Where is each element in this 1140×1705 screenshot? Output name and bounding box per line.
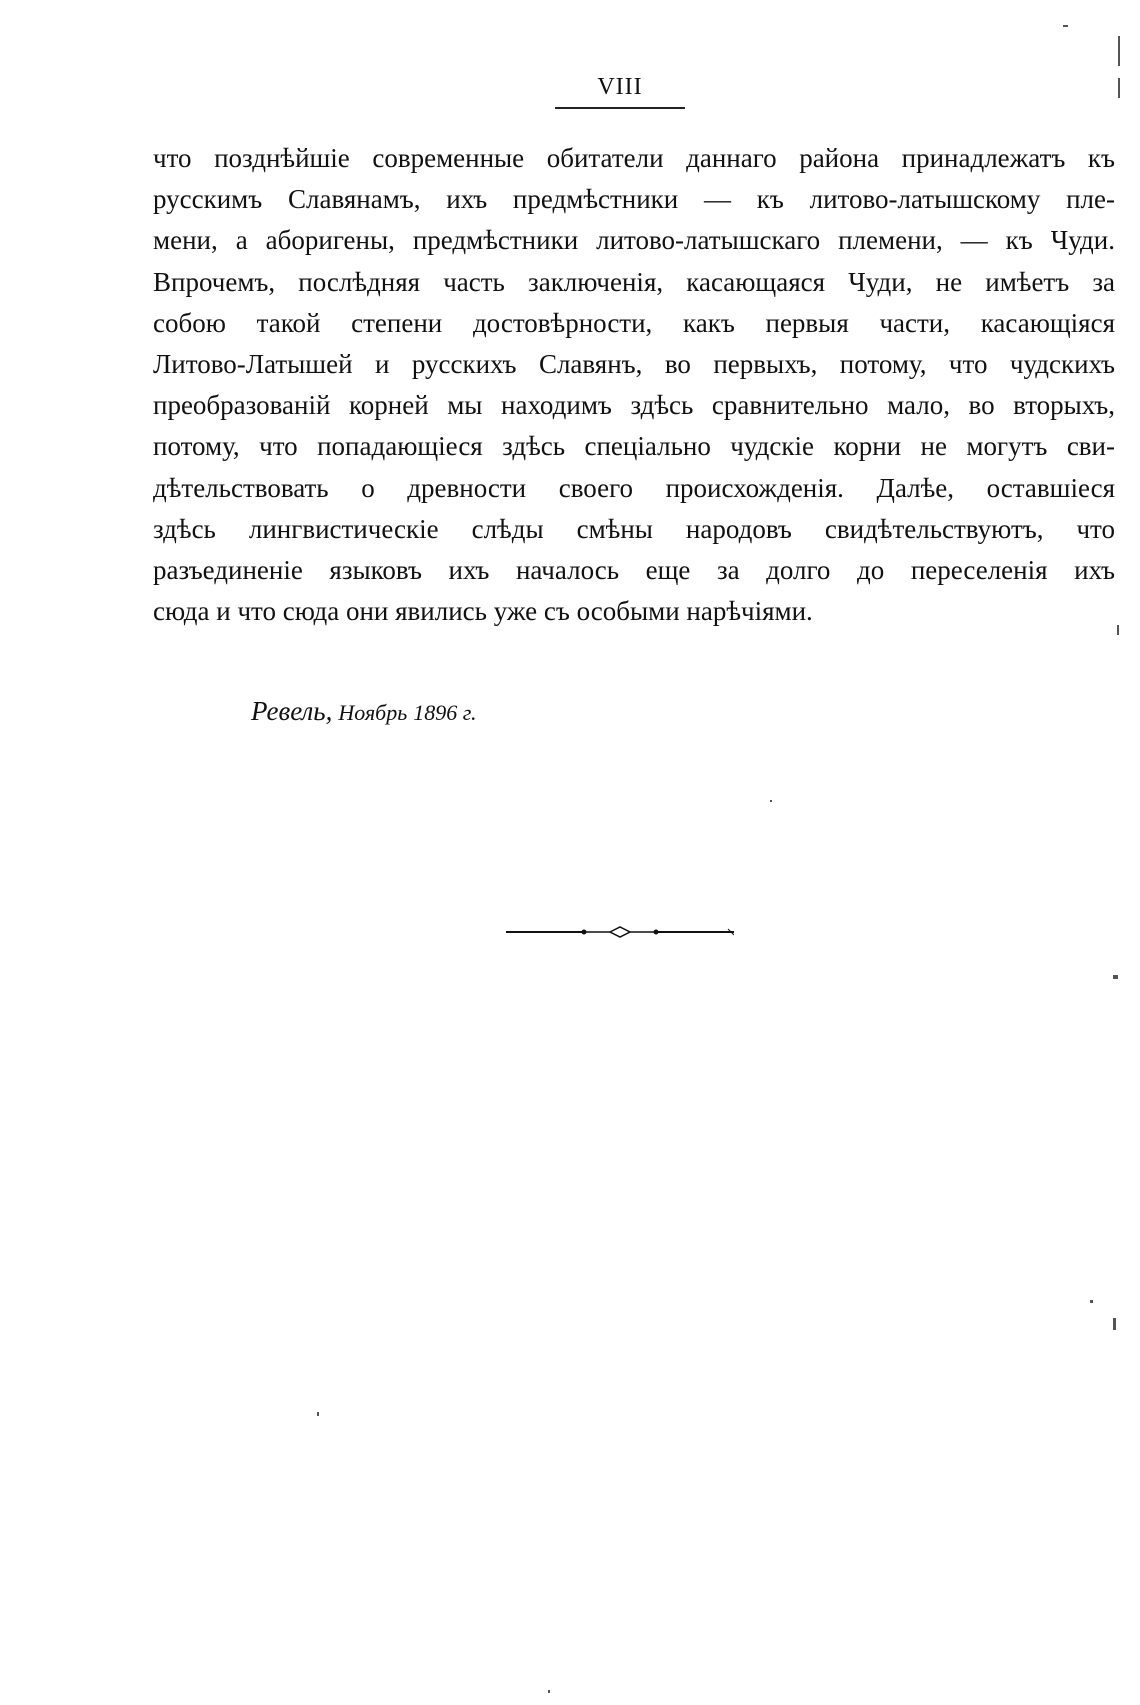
body-paragraph	[153, 138, 1115, 632]
header-rule	[555, 107, 685, 109]
text-line: сюда и что сюда они явились уже съ особыми нарѣчіями.	[153, 596, 813, 627]
text-line: Литово-Латышей и русскихъ Славянъ, во первыхъ, потому, что чудскихъ	[153, 348, 1115, 379]
scan-mark	[317, 1412, 319, 1416]
scan-mark	[770, 800, 772, 802]
text-line: дѣтельствовать о древности своего происхожденія. Далѣе, оставшіеся	[153, 472, 1115, 503]
text-line: потому, что попадающіеся здѣсь спеціально чудскіе корни не могутъ сви-	[153, 431, 1115, 462]
ornament-divider	[506, 920, 734, 944]
scan-mark	[1090, 1300, 1093, 1303]
scan-mark	[1113, 975, 1118, 979]
text-line: мени, а аборигены, предмѣстники литово-латышскаго племени, — къ Чуди.	[153, 225, 1115, 256]
text-line: Впрочемъ, послѣдняя часть заключенія, касающаяся Чуди, не имѣетъ за	[153, 266, 1115, 297]
text-line: русскимъ Славянамъ, ихъ предмѣстники — къ литово-латышскому пле-	[153, 184, 1115, 215]
text-line: разъединеніе языковъ ихъ началось еще за долго до переселенія ихъ	[153, 554, 1115, 585]
signature-place: Ревель,	[251, 696, 333, 726]
page-number: VIII	[597, 74, 643, 100]
signature	[251, 696, 477, 727]
text-line: собою такой степени достовѣрности, какъ первыя части, касающіяся	[153, 307, 1115, 338]
signature-month: Ноябрь	[338, 700, 408, 725]
scan-mark	[1063, 25, 1068, 27]
text-line: преобразованій корней мы находимъ здѣсь сравнительно мало, во вторыхъ,	[153, 390, 1115, 421]
scan-mark	[1113, 1318, 1116, 1330]
scan-mark	[1118, 36, 1120, 66]
scan-mark	[548, 1690, 550, 1693]
scan-mark	[1117, 625, 1119, 635]
signature-year: 1896 г.	[413, 700, 477, 725]
text-line: здѣсь лингвистическіе слѣды смѣны народовъ свидѣтельствуютъ, что	[153, 513, 1115, 544]
scan-mark	[1118, 78, 1120, 98]
text-line: что позднѣйшіе современные обитатели даннаго района принадлежатъ къ	[153, 143, 1115, 173]
